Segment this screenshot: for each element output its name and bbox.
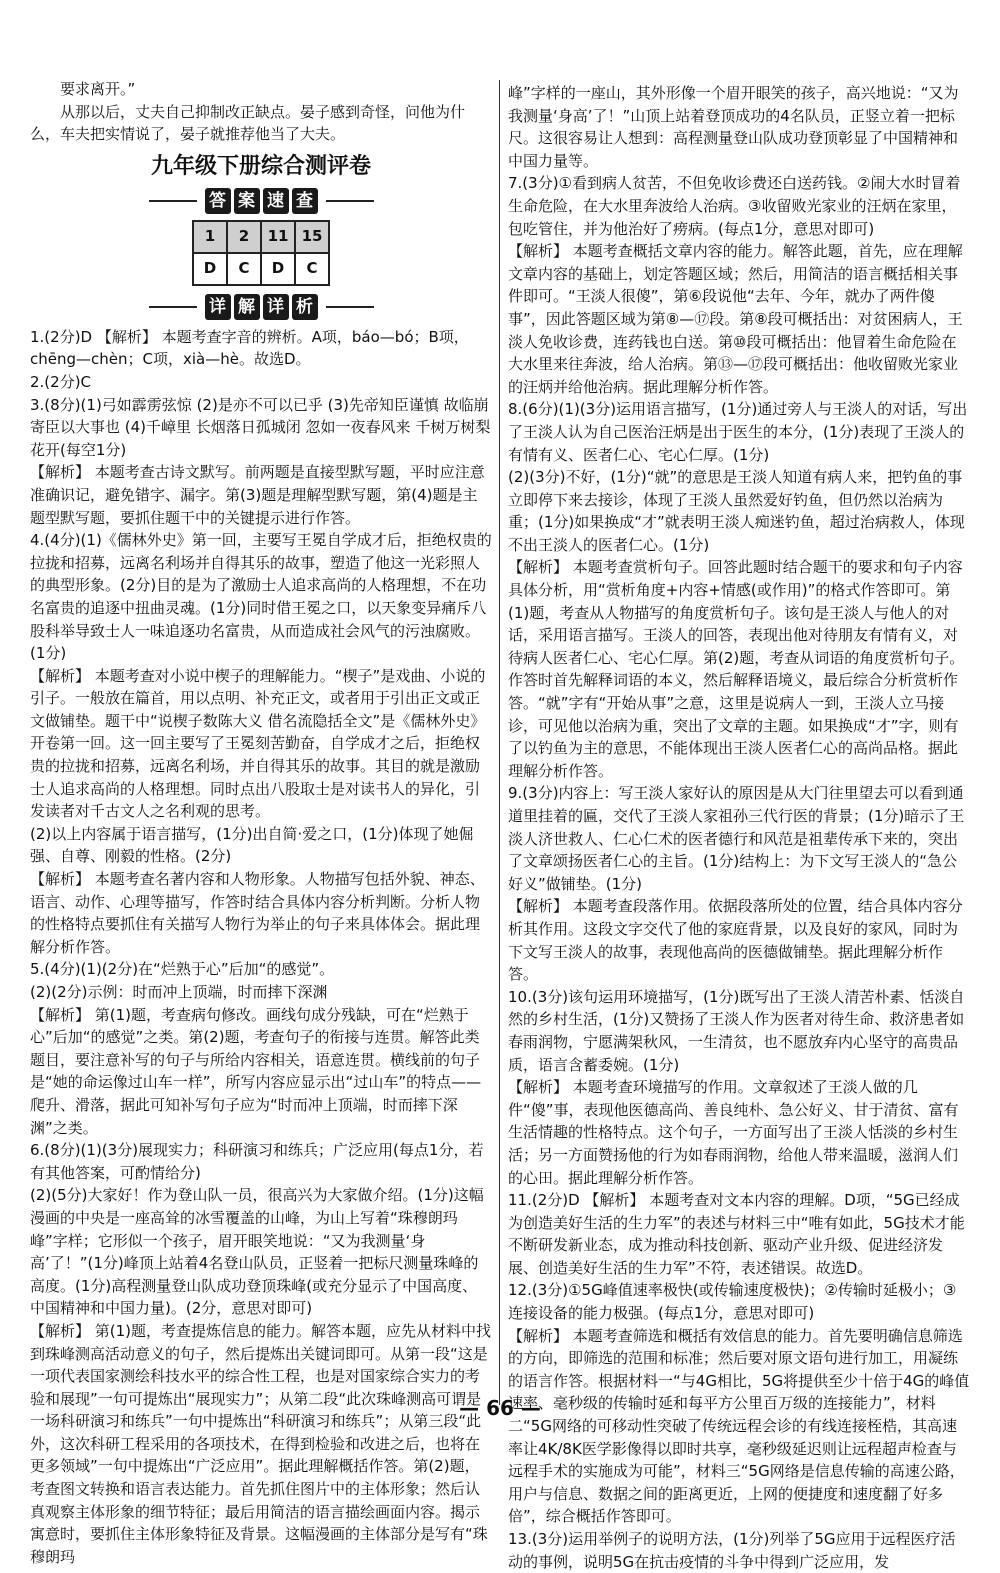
analysis-8: 【解析】 本题考查赏析句子。回答此题时结合题干的要求和句子内容具体分析，用“赏析角度+内容+情感(或作用)”的格式作答即可。第(1)题，考查从人物描写的角度赏析句子。该句是王淡人与他人的对话，采用语言描写。王淡人的回答，表现出他对待朋友有情有义，对待病人医者仁心、宅心仁厚。第(2)题，考查从词语的角度赏析句子。作答时首先解释词语的本义，然后解释语境义，最后综合分析赏析作答。“就”字有“开始从事”之意，这里是说病人一到，王淡人立马接诊，可见他以治病为重，突出了文章的主题。如果换成“才”字，则有了以钓鱼为主的意思，不能体现出王淡人医者仁心的高尚品格。据此理解分析作答。: [508, 558, 965, 780]
answer-item-4: 4.(4分)(1)《儒林外史》第一回，主要写王冕自学成才后，拒绝权贵的拉拢和招募，远离名利场并自得其乐的故事，塑造了他这一光彩照人的典型形象。(2分)目的是为了激励士人追求高尚的人格理想，不在功名富贵的追逐中扭曲灵魂。(1分)同时借王冕之口，以天象变异痛斥八股科举导致士人一味追逐功名富贵，从而造成社会风气的污浊腐败。(1分): [30, 531, 492, 663]
analysis-12: 【解析】 本题考查筛选和概括有效信息的能力。首先要明确信息筛选的方向，即筛选的范围和标准；然后要对原文语句进行加工，用凝练的语言作答。根据材料一“与4G相比，5G将提供至少十倍于4G的峰值速率、毫秒级的传输时延和每平方公里百万级的连接能力”，材料二“5G网络的可移动性突破了传统远程会诊的有线连接桎梏，其高速率让4K/8K医学影像得以即时共享，毫秒级延迟则让远程超声检查与远程手术的实施成为可能”，材料三“5G网络是信息传输的高速公路，用户与信息、数据之间的距离更近，上网的便捷度和速度翻了好多倍”，综合概括作答即可。: [508, 1326, 970, 1526]
left-column: [30, 78, 492, 1568]
intro-line-2: 从那以后，丈夫自己抑制改正缺点。晏子感到奇怪，问他为什么，车夫把实情说了，晏子就推荐他当了大夫。: [30, 102, 466, 144]
right-column: [508, 82, 970, 1573]
answer-item-5-2: (2)(2分)示例：时而冲上顶端，时而摔下深渊: [30, 983, 328, 1001]
analysis-7: 【解析】 本题考查概括文章内容的能力。解答此题，首先，应在理解文章内容的基础上，划定答题区域；然后，用简洁的语言概括相关事件即可。“王淡人很傻”，第⑥段说他“去年、今年，就办了两件傻事”，因此答题区域为第⑧—⑰段。第⑧段可概括出：对贫困病人，王淡人免收诊费，连药钱也白送。第⑩段可概括出：他冒着生命危险在大水里来往奔波，给人治病。第⑬—⑰段可概括出：他收留败光家业的汪炳并给他治病。据此理解分析作答。: [508, 242, 963, 396]
answer-table: [192, 220, 330, 286]
answer-item-6: 6.(8分)(1)(3分)展现实力；科研演习和练兵；广泛应用(每点1分，若有其他答案，可酌情给分): [30, 1141, 484, 1182]
banner-rule-left: [149, 306, 197, 308]
banner-char: 析: [292, 294, 318, 320]
analysis-9: 【解析】 本题考查段落作用。依据段落所处的位置，结合具体内容分析其作用。这段文字交代了他的家庭背景，以及良好的家风，同时为下文写王淡人的故事，表现他高尚的医德做铺垫。据此理解分析作答。: [508, 897, 963, 984]
banner-rule-right: [326, 200, 374, 202]
analysis-3: 【解析】 本题考查古诗文默写。前两题是直接型默写题，平时应注意准确识记，避免错字、漏字。第(3)题是理解型默写题，第(4)题是主题型默写题，要抓住题干中的关键提示进行作答。: [30, 463, 485, 527]
analysis-4-1: 【解析】 本题考查对小说中楔子的理解能力。“楔子”是戏曲、小说的引子。一般放在篇首，用以点明、补充正文，或者用于引出正文或正文做铺垫。题干中“说楔子数陈大义 借名流隐括全文”是《儒林外史》开卷第一回。这一回主要写了王冕刻苦勤奋，自学成才之后，拒绝权贵的拉拢和招募，远离名利场，并自得其乐的故事。其目的就是激励士人追求高尚的人格理想。同时点出八股取士是对读书人的异化，引发读者对千古文人之名利观的思考。: [30, 666, 486, 821]
analysis-6: 【解析】 第(1)题，考查提炼信息的能力。解答本题，应先从材料中找到珠峰测高活动意义的句子，然后提炼出关键词即可。从第一段“这是一项代表国家测绘科技水平的综合性工程，也是对国家综合实力的考验和展现”一句可提炼出“展现实力”；从第二段“此次珠峰测高可谓是一场科研演习和练兵”一句中提炼出“科研演习和练兵”；从第三段“此外，这次科研工程采用的各项技术，在得到检验和改进之后，也将在更多领域”一句中提炼出“广泛应用”。据此理解概括作答。第(2)题，考查图文转换和语言表达能力。首先抓住图片中的主体形象；然后认真观察主体形象的细节特征；最后用简洁的语言描绘画面内容。揭示寓意时，要抓住主体形象特征及背景。这幅漫画的主体部分是写有“珠穆朗玛: [30, 1321, 492, 1566]
banner-char: 速: [263, 188, 289, 214]
intro-line-1: 要求离开。”: [60, 80, 136, 98]
banner-char: 答: [205, 188, 231, 214]
detail-analysis-banner: [30, 294, 492, 320]
answer-quick-banner: [30, 188, 492, 214]
analysis-10: 【解析】 本题考查环境描写的作用。文章叙述了王淡人做的几件“傻”事，表现他医德高尚、善良纯朴、急公好义、甘于清贫、富有生活情趣的性格特点。这个句子，一方面写出了王淡人恬淡的乡村生活；另一方面赞扬他的行为如春雨润物，给他人带来温暖，滋润人们的心田。据此理解分析作答。: [508, 1078, 959, 1187]
answer-table-number: 11: [261, 221, 295, 253]
answer-table-answer: C: [295, 253, 329, 285]
analysis-4-2: 【解析】 本题考查名著内容和人物形象。人物描写包括外貌、神态、语言、动作、心理等描写，作答时结合具体内容分析判断。分析人物的性格特点要抓住有关描写人物行为举止的句子来具体体会。据此理解分析作答。: [30, 870, 485, 956]
column-divider: [499, 80, 500, 1405]
banner-char: 查: [292, 188, 318, 214]
banner-char: 详: [263, 294, 289, 320]
answer-item-12: 12.(3分)①5G峰值速率极快(或传输速度极快)；②传输时延极小；③连接设备的能力极强。(每点1分，意思对即可): [508, 1281, 957, 1323]
continued-text: 峰”字样的一座山，其外形像一个眉开眼笑的孩子，高兴地说：“又为我测量‘身高’了！”山顶上站着登顶成功的4名队员，正竖立着一把标尺。这很容易让人想到：高程测量登山队成功登顶彰显了中国精神和中国力量等。: [508, 84, 959, 170]
answer-item-3: 3.(8分)(1)弓如霹雳弦惊 (2)是亦不可以已乎 (3)先帝知臣谨慎 故临崩寄臣以大事也 (4)千嶂里 长烟落日孤城闭 忽如一夜春风来 千树万树梨花开(每空1分): [30, 395, 491, 459]
watermark-logo: [790, 1405, 980, 1437]
answer-item-9: 9.(3分)内容上：写王淡人家好认的原因是从大门往里望去可以看到通道里挂着的匾，交代了王淡人家祖孙三代行医的背景；(1分)暗示了王淡人济世救人、仁心仁术的医者德行和风范是祖辈传承下来的，突出了文章颂扬医者仁心的主旨。(1分)结构上：为下文写王淡人的“急公好义”做铺垫。(1分): [508, 784, 965, 893]
answer-item-1: 1.(2分)D 【解析】 本题考查字音的辨析。A项，báo—bó；B项，chēng—chèn；C项，xià—hè。故选D。: [30, 327, 469, 369]
banner-rule-right: [326, 306, 374, 308]
answer-item-10: 10.(3分)该句运用环境描写，(1分)既写出了王淡人清苦朴素、恬淡自然的乡村生活，(1分)又赞扬了王淡人作为医者对待生命、救济患者如春雨润物，宁愿满架秋风，一生清贫，也不愿放弃内心坚守的高贵品质，语言含蓄委婉。(1分): [508, 987, 965, 1074]
answer-item-5: 5.(4分)(1)(2分)在“烂熟于心”后加“的感觉”。: [30, 960, 335, 979]
analysis-5: 【解析】 第(1)题，考查病句修改。画线句成分残缺，可在“烂熟于心”后加“的感觉”之类。第(2)题，考查句子的衔接与连贯。解答此类题目，要注意补写的句子与所给内容相关，语意连贯。横线前的句子是“她的命运像过山车一样”，所写内容应显示出“过山车”的特点——爬升、滑落，据此可知补写句子应为“时而冲上顶端，时而摔下深渊”之类。: [30, 1005, 482, 1137]
answer-table-answer: D: [193, 253, 227, 285]
answer-item-2: 2.(2分)C: [30, 372, 92, 391]
banner-char: 详: [205, 294, 231, 320]
answer-item-7: 7.(3分)①看到病人贫苦，不但免收诊费还白送药钱。②闹大水时冒着生命危险，在大水里奔波给人治病。③收留败光家业的汪炳在家里，包吃管住，并为他治好了痨病。(每点1分，意思对即可): [508, 174, 961, 238]
answer-table-answer: D: [261, 253, 295, 285]
answer-table-number: 1: [193, 221, 227, 253]
section-title: 九年级下册综合测评卷: [150, 153, 371, 179]
answer-table-answer: C: [227, 253, 261, 285]
answer-table-number: 2: [227, 221, 261, 253]
banner-char: 案: [234, 188, 260, 214]
answer-item-8-2: (2)(3分)不好，(1分)“就”的意思是王淡人知道有病人来，把钓鱼的事立即停下来去接诊，体现了王淡人虽然爱好钓鱼，但仍然以治病为重；(1分)如果换成“才”就表明王淡人痴迷钓鱼，超过治病救人，体现不出王淡人的医者仁心。(1分): [508, 468, 965, 554]
answer-table-number: 15: [295, 221, 329, 253]
page-number: — 66 —: [459, 1396, 541, 1420]
answer-item-8: 8.(6分)(1)(3分)运用语言描写，(1分)通过旁人与王淡人的对话，写出了王淡人认为自己医治汪炳是出于医生的本分，(1分)表现了王淡人的有情有义、医者仁心、宅心仁厚。(1分): [508, 400, 968, 464]
banner-rule-left: [149, 200, 197, 202]
answer-item-13: 13.(3分)运用举例子的说明方法，(1分)列举了5G应用于远程医疗活动的事例，说明5G在抗击疫情的斗争中得到广泛应用，发: [508, 1530, 956, 1571]
answer-item-6-2: (2)(5分)大家好！作为登山队一员，很高兴为大家做介绍。(1分)这幅漫画的中央是一座高耸的冰雪覆盖的山峰，为山上写着“珠穆朗玛峰”字样；它形似一个孩子，眉开眼笑地说：“又为我测量‘身高’了！”(1分)峰顶上站着4名登山队员，正竖着一把标尺测量珠峰的高度。(1分)高程测量登山队成功登顶珠峰(或充分显示了中国高度、中国精神和中国力量)。(2分，意思对即可): [30, 1186, 484, 1318]
answer-item-11: 11.(2分)D 【解析】 本题考查对文本内容的理解。D项，“5G已经成为创造美好生活的生力军”的表述与材料三中“唯有如此，5G技术才能不断研发新业态，成为推动科技创新、驱动产业升级、促进经济发展、创造美好生活的生力军”不符，表述错误。故选D。: [508, 1191, 965, 1277]
banner-char: 解: [234, 294, 260, 320]
answer-item-4-2: (2)以上内容属于语言描写，(1分)出自简·爱之口，(1分)体现了她倔强、自尊、刚毅的性格。(2分): [30, 824, 474, 866]
